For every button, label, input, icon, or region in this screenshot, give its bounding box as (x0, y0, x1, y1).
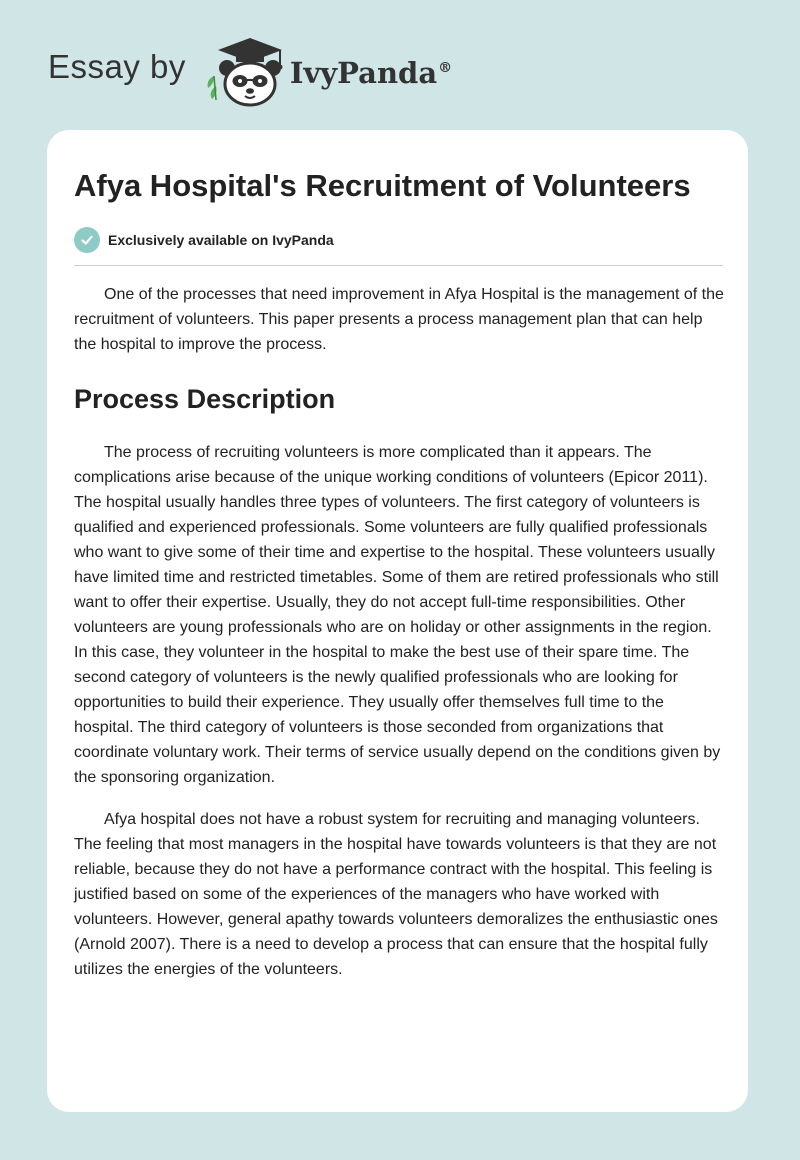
section-heading: Process Description (74, 384, 336, 414)
panda-logo-icon (200, 36, 286, 108)
intro-paragraph: One of the processes that need improvement in Afya Hospital is the management of the recruitment of volunteers. This paper presents a process management plan that can help the hospital to improve the process. (74, 286, 724, 353)
body-paragraph-1: The process of recruiting volunteers is more complicated than it appears. The complications arise because of the unique working conditions of volunteers (Epicor 2011). The hospital usually handles three types of volunteers. The first category of volunteers is qualified and experienced professionals. Some volunteers are fully qualified professionals who want to give some of their time and expertise to the hospital. These volunteers usually have limited time and restricted timetables. Some of them are retired professionals who still want to offer their expertise. Usually, they do not accept full-time responsibilities. Other volunteers are young professionals who are on holiday or other assignments in the region. In this case, they volunteer in the hospital to make the best use of their spare time. The second category of volunteers is the newly qualified professionals who are looking for opportunities to build their experience. They usually offer themselves full time to the hospital. The third category of volunteers is those seconded from organizations that coordinate voluntary work. Their terms of service usually depend on the conditions given by the sponsoring organization. (74, 444, 721, 786)
brand-name: IvyPanda® (289, 56, 453, 90)
check-icon (74, 227, 100, 253)
brand-prefix: Essay by (48, 48, 186, 85)
brand-header[interactable] (48, 36, 452, 108)
exclusive-badge (74, 226, 722, 254)
article-title: Afya Hospital's Recruitment of Volunteers (74, 168, 691, 203)
article-card (47, 130, 748, 1112)
body-paragraph-2: Afya hospital does not have a robust system for recruiting and managing volunteers. The feeling that most managers in the hospital have towards volunteers is that they are not reliable, because they do not have a performance contract with the hospital. This feeling is justified based on some of the experiences of the managers who have worked with volunteers. However, general apathy towards volunteers demoralizes the enthusiastic ones (Arnold 2007). There is a need to develop a process that can ensure that the hospital fully utilizes the energies of the volunteers. (74, 811, 718, 978)
exclusive-text: Exclusively available on IvyPanda (108, 232, 334, 248)
divider (74, 265, 723, 266)
